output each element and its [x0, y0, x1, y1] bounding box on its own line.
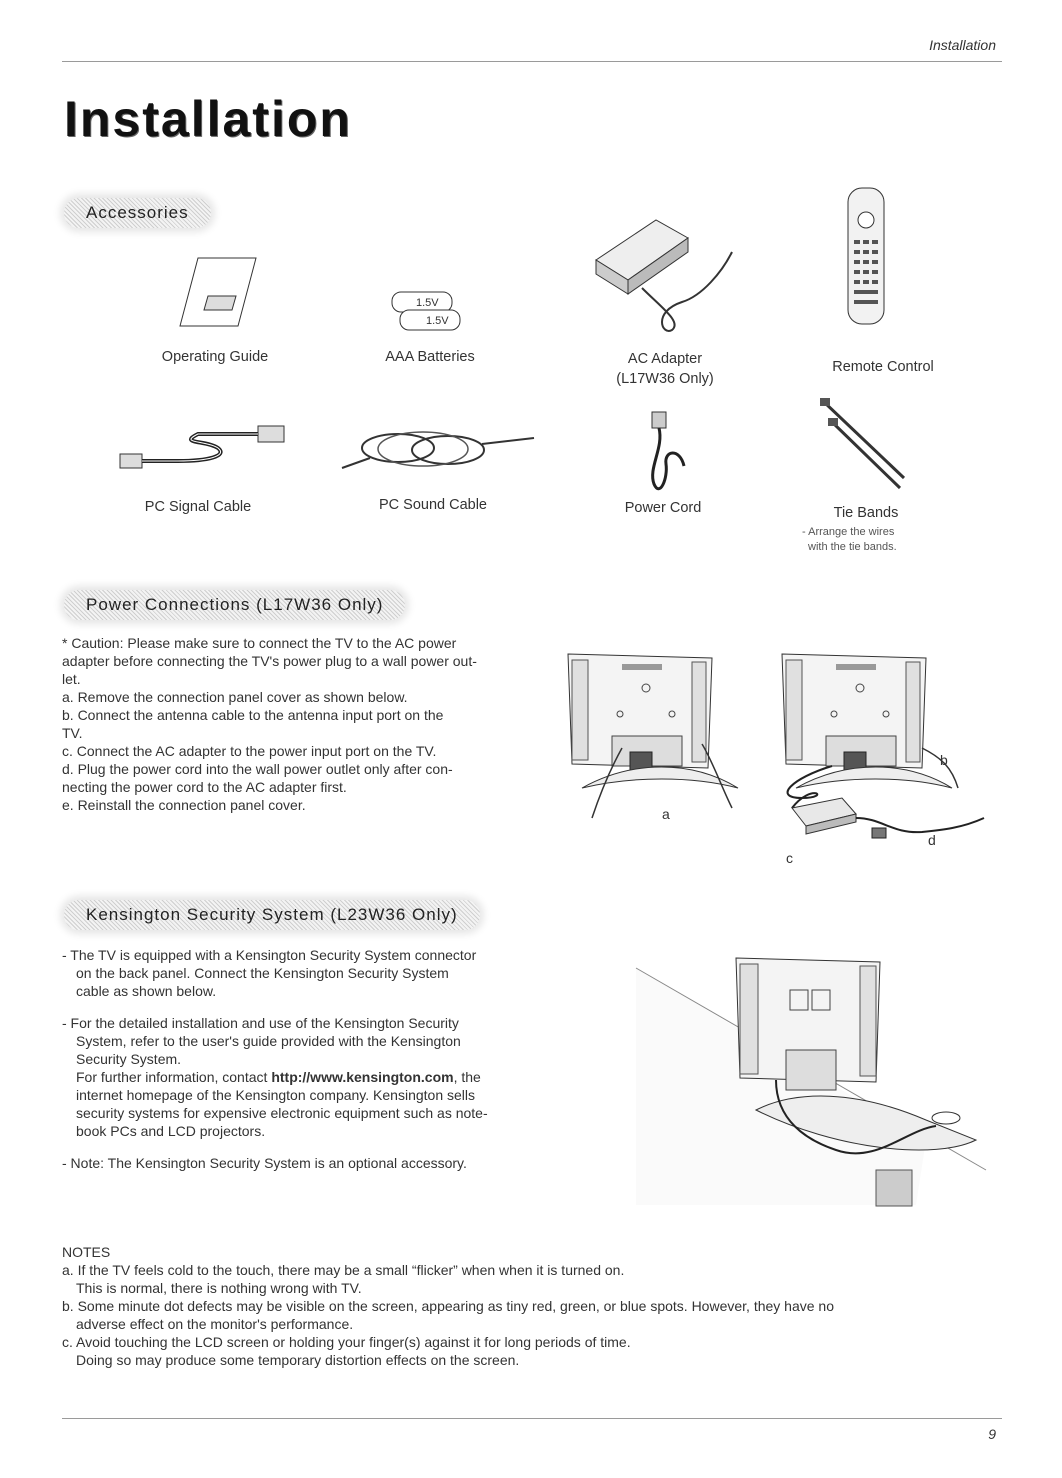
- power-line: c. Connect the AC adapter to the power input port on the TV.: [62, 743, 437, 759]
- remote-control-icon: [846, 186, 886, 326]
- pc-signal-cable-icon: [118, 420, 288, 475]
- power-line: necting the power cord to the AC adapter first.: [62, 779, 347, 795]
- batteries-icon: [388, 290, 478, 336]
- power-cord-label: Power Cord: [624, 500, 702, 516]
- notes-line: Doing so may produce some temporary distortion effects on the screen.: [76, 1352, 520, 1368]
- power-line: e. Reinstall the connection panel cover.: [62, 797, 306, 813]
- battery-label-2: 1.5V: [426, 315, 449, 327]
- tie-bands-note-2: with the tie bands.: [808, 541, 897, 553]
- tie-bands-icon: [820, 398, 906, 492]
- kensington-url-link[interactable]: http://www.kensington.com: [271, 1069, 454, 1085]
- battery-label-1: 1.5V: [416, 297, 439, 309]
- notes-line: adverse effect on the monitor's performance.: [76, 1316, 354, 1332]
- header-rule: [62, 61, 1002, 62]
- kensington-line: book PCs and LCD projectors.: [76, 1123, 266, 1139]
- power-line: TV.: [62, 725, 83, 741]
- kensington-line: security systems for expensive electronic equipment such as note-: [76, 1105, 488, 1121]
- power-connections-heading: Power Connections (L17W36 Only): [64, 590, 405, 620]
- tie-bands-note-1: - Arrange the wires: [802, 526, 895, 538]
- kensington-line: cable as shown below.: [76, 983, 217, 999]
- power-line: b. Connect the antenna cable to the antenna input port on the: [62, 707, 444, 723]
- remote-control-label: Remote Control: [832, 359, 934, 375]
- figure-label-c: c: [786, 850, 793, 866]
- power-line: let.: [62, 671, 81, 687]
- ac-adapter-label-1: AC Adapter: [627, 351, 703, 367]
- footer-rule: [62, 1418, 1002, 1419]
- notes-line: This is normal, there is nothing wrong with TV.: [76, 1280, 362, 1296]
- accessories-heading: Accessories: [64, 198, 211, 228]
- power-line: * Caution: Please make sure to connect the TV to the AC power: [62, 635, 457, 651]
- pc-sound-cable-label: PC Sound Cable: [378, 497, 487, 513]
- kensington-heading: Kensington Security System (L23W36 Only): [64, 900, 480, 930]
- running-header: Installation: [929, 37, 996, 53]
- kensington-illustration: [636, 950, 996, 1210]
- pc-sound-cable-icon: [338, 428, 538, 472]
- kensington-line: Security System.: [76, 1051, 182, 1067]
- power-line: d. Plug the power cord into the wall power outlet only after con-: [62, 761, 453, 777]
- tie-bands-label: Tie Bands: [833, 505, 899, 521]
- page-number: 9: [988, 1426, 996, 1442]
- power-connections-text: [62, 634, 542, 814]
- kensington-line: System, refer to the user's guide provided with the Kensington: [76, 1033, 461, 1049]
- power-cord-icon: [644, 408, 694, 494]
- operating-guide-icon: [180, 258, 260, 328]
- batteries-label: AAA Batteries: [385, 349, 475, 365]
- notes-line: a. If the TV feels cold to the touch, there may be a small “flicker” when when it is turned on.: [62, 1262, 625, 1278]
- figure-label-d: d: [928, 832, 936, 848]
- figure-label-b: b: [940, 752, 948, 768]
- kensington-line: on the back panel. Connect the Kensington Security System: [76, 965, 449, 981]
- power-line: a. Remove the connection panel cover as shown below.: [62, 689, 408, 705]
- kensington-line: - The TV is equipped with a Kensington Security System connector: [62, 947, 477, 963]
- page-title: Installation: [64, 91, 352, 147]
- kensington-text: [62, 946, 562, 1172]
- kensington-contact-suffix: , the: [453, 1069, 481, 1085]
- notes-section: [62, 1243, 1012, 1369]
- notes-line: b. Some minute dot defects may be visible on the screen, appearing as tiny red, green, or blue spots. However, they have no: [62, 1298, 834, 1314]
- kensington-line: - For the detailed installation and use of the Kensington Security: [62, 1015, 459, 1031]
- monitor-back-illustration-b: [772, 648, 992, 858]
- operating-guide-label: Operating Guide: [161, 349, 269, 365]
- kensington-line-with-link: [62, 1068, 562, 1086]
- kensington-line: internet homepage of the Kensington company. Kensington sells: [76, 1087, 475, 1103]
- ac-adapter-icon: [592, 212, 742, 337]
- ac-adapter-label-2: (L17W36 Only): [616, 371, 714, 387]
- power-line: adapter before connecting the TV's power plug to a wall power out-: [62, 653, 477, 669]
- kensington-line: - Note: The Kensington Security System is an optional accessory.: [62, 1155, 467, 1171]
- pc-signal-cable-label: PC Signal Cable: [144, 499, 252, 515]
- monitor-back-illustration-a: [562, 648, 752, 828]
- notes-heading: NOTES: [62, 1244, 111, 1260]
- figure-label-a: a: [662, 806, 670, 822]
- kensington-contact-prefix: For further information, contact: [76, 1069, 272, 1085]
- notes-line: c. Avoid touching the LCD screen or holding your finger(s) against it for long periods of time.: [62, 1334, 631, 1350]
